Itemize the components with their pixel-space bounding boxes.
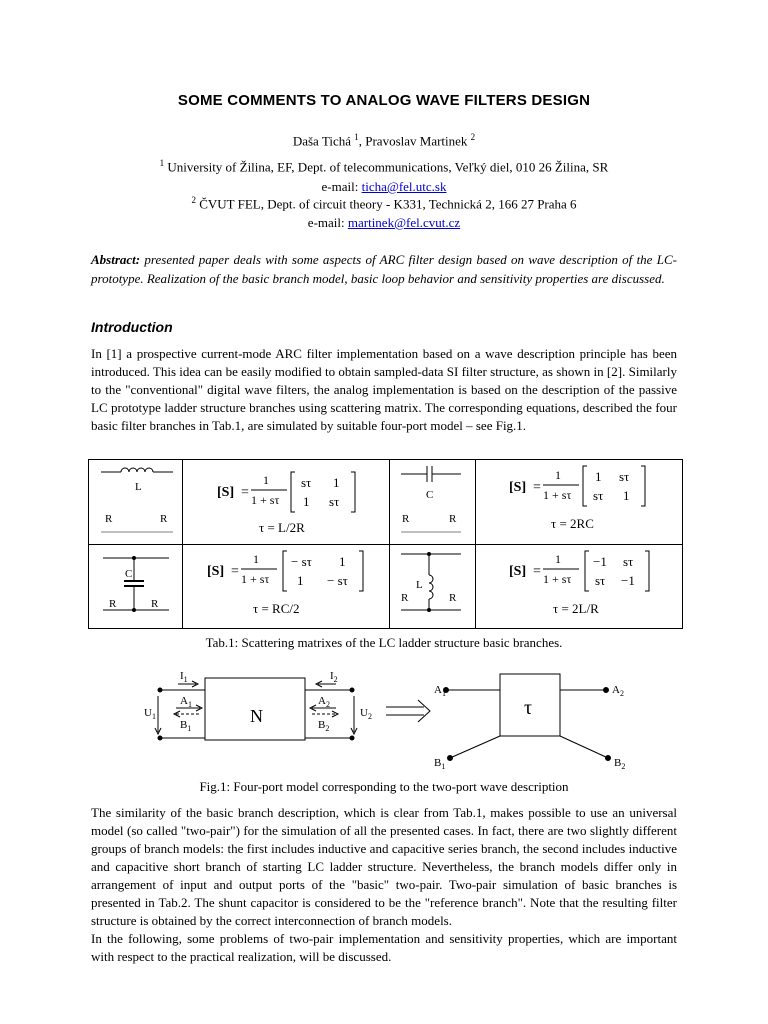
paper-title: SOME COMMENTS TO ANALOG WAVE FILTERS DESIGN (177, 92, 591, 109)
voltage-2-label: $U_2$ (360, 707, 372, 721)
matrix-entry: sτ (329, 494, 340, 509)
matrix-equation-2 (509, 466, 645, 531)
abstract-label: Abstract: (91, 252, 141, 267)
table-1 (88, 459, 683, 629)
matrix-entry: 1 (303, 494, 310, 509)
matrix-entry: 1 (623, 488, 630, 503)
abstract (91, 250, 677, 288)
cell4-component-label: L (416, 579, 423, 591)
cell1-port-left: R (105, 513, 113, 525)
author-1: Daša Tichá (292, 133, 351, 149)
matrix-entry: 1 (333, 475, 340, 490)
port-b1-label: $B_1$ (434, 757, 446, 771)
port-a1-label: $A_1$ (434, 684, 446, 698)
matrix-entry: −1 (593, 554, 607, 569)
figure-caption: Fig.1: Four-port model corresponding to the two-port wave description (199, 779, 569, 794)
cell1-port-right: R (160, 513, 168, 525)
email-2-link[interactable]: martinek@fel.cvut.cz (347, 215, 461, 230)
fraction-numerator: 1 (555, 552, 561, 566)
matrix-entry: −1 (621, 573, 635, 588)
cell2-component-label: C (426, 489, 434, 501)
author-1-sup: 1 (354, 132, 359, 142)
s-matrix-symbol: [S] (217, 485, 235, 500)
matrix-entry: 1 (297, 573, 304, 588)
author-2: , Pravoslav Martinek (358, 133, 468, 149)
s-matrix-symbol: [S] (509, 564, 527, 579)
fraction-numerator: 1 (253, 552, 259, 566)
cell4-port-left: R (401, 592, 409, 604)
email-1-label: e-mail: (321, 179, 362, 194)
equals-sign: = (533, 480, 541, 495)
matrix-equation-4 (509, 551, 649, 616)
current-1-label: $I_1$ (180, 670, 188, 684)
s-matrix-symbol: [S] (509, 480, 527, 495)
cell4-port-right: R (449, 592, 457, 604)
table-drawings (89, 460, 682, 628)
cell2-tau: τ = 2RC (551, 516, 594, 531)
matrix-entry: sτ (595, 573, 606, 588)
matrix-entry: sτ (623, 554, 634, 569)
matrix-equation-1 (217, 472, 355, 535)
matrix-entry: − sτ (291, 554, 312, 569)
network-label: N (250, 706, 263, 726)
equals-sign: = (533, 564, 541, 579)
cell3-tau: τ = RC/2 (253, 601, 300, 616)
matrix-entry: − sτ (327, 573, 348, 588)
fraction-denominator: 1 + sτ (543, 488, 572, 502)
affiliation-1-text: University of Žilina, EF, Dept. of telecommunications, Veľký diel, 010 26 Žilina, SR (164, 159, 609, 175)
affiliation-2-text: ČVUT FEL, Dept. of circuit theory - K331, Technická 2, 166 27 Praha 6 (195, 196, 577, 212)
wave-b2-label: $B_2$ (318, 719, 330, 733)
matrix-entry: 1 (339, 554, 346, 569)
s-matrix-symbol: [S] (207, 564, 225, 579)
section-heading: Introduction (91, 319, 173, 335)
port-a2-label: $A_2$ (612, 684, 624, 698)
equals-sign: = (231, 564, 239, 579)
tau-label: τ (524, 697, 533, 719)
port-b2-label: $B_2$ (614, 757, 626, 771)
matrix-entry: 1 (595, 469, 602, 484)
body-paragraph-2: In the following, some problems of two-pair implementation and sensitivity properties, which are important with respect to the practical realization, will be discussed. (91, 931, 677, 964)
affiliation-2-sup: 2 (191, 195, 196, 205)
fraction-denominator: 1 + sτ (251, 493, 280, 507)
cell3-component-label: C (125, 568, 133, 580)
cell2-port-left: R (402, 513, 410, 525)
fraction-denominator: 1 + sτ (543, 572, 572, 586)
cell2-port-right: R (449, 513, 457, 525)
affiliation-2 (0, 195, 768, 212)
matrix-entry: sτ (593, 488, 604, 503)
fraction-numerator: 1 (555, 468, 561, 482)
cell4-tau: τ = 2L/R (553, 601, 599, 616)
matrix-entry: sτ (619, 469, 630, 484)
equals-sign: = (241, 485, 249, 500)
affiliation-1-sup: 1 (159, 158, 165, 168)
voltage-1-label: $U_1$ (144, 707, 156, 721)
wave-b1-label: $B_1$ (180, 719, 192, 733)
intro-paragraph: In [1] a prospective current-mode ARC filter implementation based on a wave description principle has been introduced. This idea can be easily modified to obtain sampled-data SI filter structure, as shown in [2]. Similarly to the "conventional" digital wave filters, the analog implementation is based on the description of the passive LC prototype ladder structure branches using scattering matrix. The corresponding equations, described the four basic filter branches in Tab.1, are simulated by suitable four-port model – see Fig.1. (91, 346, 677, 433)
email-1-line (0, 179, 768, 195)
table-caption: Tab.1: Scattering matrixes of the LC ladder structure basic branches. (205, 635, 563, 650)
authors (0, 132, 768, 149)
body-text (91, 804, 677, 966)
cell3-port-right: R (151, 598, 159, 610)
cell1-component-label: L (135, 481, 142, 493)
current-2-label: $I_2$ (330, 670, 338, 684)
figure-1 (130, 662, 650, 772)
wave-a2-label: $A_2$ (318, 695, 330, 709)
double-arrow-icon (386, 700, 430, 722)
email-2-line (0, 215, 768, 231)
abstract-text: presented paper deals with some aspects of ARC filter design based on wave description of the LC-prototype. Realization of the basic branch model, basic loop behavior and sensitivity properties are discussed. (91, 252, 677, 286)
email-1-link[interactable]: ticha@fel.utc.sk (361, 179, 447, 194)
wave-a1-label: $A_1$ (180, 695, 192, 709)
fraction-denominator: 1 + sτ (241, 572, 270, 586)
matrix-entry: sτ (301, 475, 312, 490)
matrix-equation-3 (207, 551, 363, 616)
author-2-sup: 2 (470, 132, 476, 142)
email-2-label: e-mail: (307, 215, 348, 230)
fraction-numerator: 1 (263, 473, 269, 487)
affiliation-1 (0, 158, 768, 175)
cell3-port-left: R (109, 598, 117, 610)
cell1-tau: τ = L/2R (259, 520, 305, 535)
body-paragraph-1: The similarity of the basic branch description, which is clear from Tab.1, makes possible to use an universal model (so called "two-pair") for the simulation of all the presented cases. In fact, there are two slightly different groups of branch models: the first includes inductive and capacitive series branch, the second includes inductive and capacitive short branch of starting LC ladder structure. Nevertheless, the branch models differ only in arrangement of input and output ports of the "basic" two-pair. Two-pair simulation of basic branches is presented in Tab.2. The shunt capacitor is considered to be the "reference branch". Note that the resulting filter structure is obtained by the correct interconnection of branch models. (91, 805, 677, 928)
